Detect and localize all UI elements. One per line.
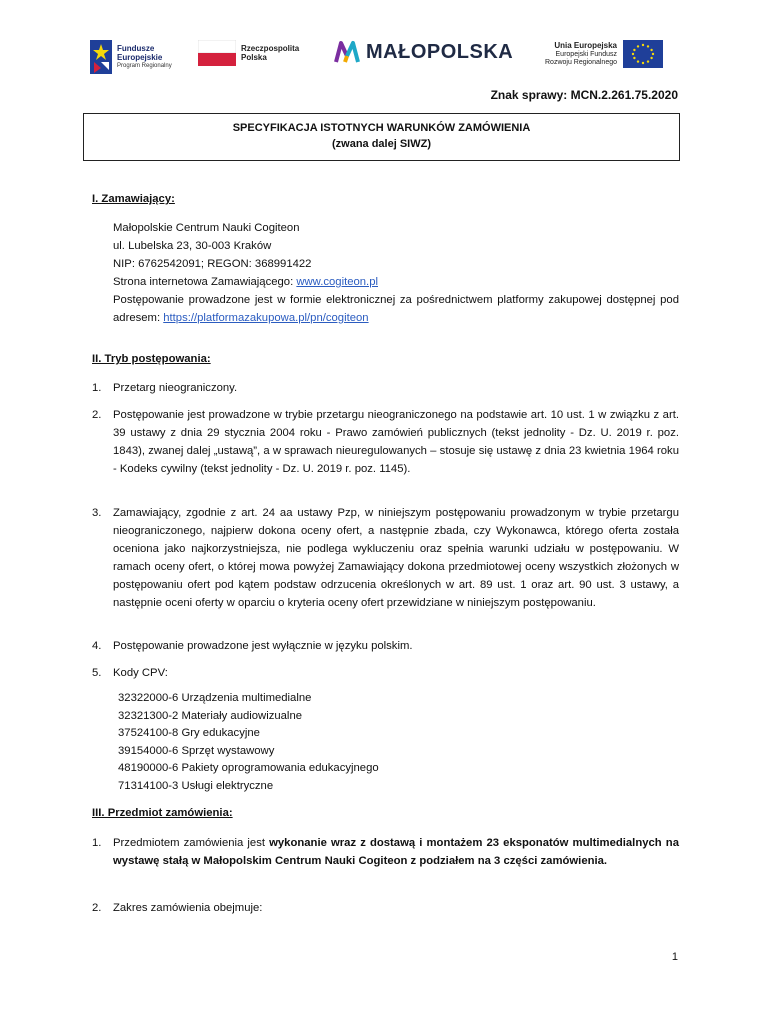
item-text: Zakres zamówienia obejmuje: bbox=[113, 902, 263, 914]
fundusze-europejskie-logo bbox=[90, 40, 172, 74]
item-number: 1. bbox=[92, 382, 102, 394]
cpv-code: 71314100-3 Usługi elektryczne bbox=[118, 779, 274, 792]
case-number: Znak sprawy: MCN.2.261.75.2020 bbox=[490, 88, 678, 102]
contracting-authority-block bbox=[113, 219, 679, 327]
ue-line1: Unia Europejska bbox=[554, 40, 617, 50]
item-number: 3. bbox=[92, 507, 102, 519]
logo-bar bbox=[90, 40, 670, 80]
list-item bbox=[92, 834, 679, 870]
item-number: 1. bbox=[92, 837, 102, 849]
item-text: Zamawiający, zgodnie z art. 24 aa ustawy Pzp, w niniejszym postępowaniu prowadzonym w trybie przetargu nieograniczonego, najpierw dokona oceny ofert, a następnie zbada, czy Wykonawca, którego oferta została oceniona jako najkorzystniejsza, nie podlega wykluczeniu oraz spełnia warunki udziału w postępowaniu. W ramach oceny ofert, o której mowa powyżej Zamawiający dokona przedmiotowej oceny wszystkich złożonych w postępowaniu ofert pod kątem podstaw odrzucenia określonych w art. 89 ust. 1 oraz art. 90 ust. 3 ustawy, a następnie oceni oferty w oparciu o kryteria oceny ofert przewidziane w niniejszym postępowaniu. bbox=[113, 507, 679, 609]
item-text: Postępowanie jest prowadzone w trybie przetargu nieograniczonego na podstawie art. 10 ust. 1 w związku z art. 39 ustawy z dnia 29 stycznia 2004 roku - Prawo zamówień publicznych (tekst jednolity - Dz. U. 2019 r. poz. 1843), zwanej dalej „ustawą”, a w sprawach nieuregulowanych – stosuje się ustawę z dnia 23 kwietnia 1964 roku - Kodeks cywilny (tekst jednolity - Dz. U. 2019 r. poz. 1145). bbox=[113, 409, 679, 475]
authority-website-row bbox=[113, 273, 679, 291]
ue-line2: Europejski Fundusz bbox=[555, 50, 617, 58]
polish-flag-icon bbox=[198, 40, 236, 66]
item-text: Kody CPV: bbox=[113, 667, 168, 679]
section1-heading: I. Zamawiający: bbox=[92, 193, 175, 205]
title-box bbox=[83, 113, 680, 161]
item-text-plain: Przedmiotem zamówienia jest bbox=[113, 837, 270, 849]
unia-europejska-logo bbox=[545, 40, 663, 68]
item-text: Postępowanie prowadzone jest wyłącznie w języku polskim. bbox=[113, 640, 413, 652]
list-item bbox=[92, 664, 679, 682]
section3-heading: III. Przedmiot zamówienia: bbox=[92, 807, 233, 819]
item-text: Przetarg nieograniczony. bbox=[113, 382, 238, 394]
authority-ids: NIP: 6762542091; REGON: 368991422 bbox=[113, 258, 312, 270]
malopolska-wordmark: MAŁOPOLSKA bbox=[366, 40, 514, 63]
item-text-bold: wykonanie wraz z dostawą i montażem 23 eksponatów multimedialnych na wystawę stałą w Małopolskim Centrum Nauki Cogiteon z podziałem na 3 części zamówienia. bbox=[113, 837, 679, 867]
list-item bbox=[92, 379, 679, 397]
item-number: 2. bbox=[92, 409, 102, 421]
fe-star-icon bbox=[90, 40, 112, 74]
ue-line3: Rozwoju Regionalnego bbox=[545, 58, 617, 66]
website-link[interactable]: www.cogiteon.pl bbox=[296, 276, 378, 288]
cpv-code: 32322000-6 Urządzenia multimedialne bbox=[118, 692, 312, 704]
list-item bbox=[92, 406, 679, 478]
fe-line2: Europejskie bbox=[117, 52, 163, 62]
list-item bbox=[92, 899, 679, 917]
item-number: 5. bbox=[92, 667, 102, 679]
malopolska-logo bbox=[334, 40, 513, 64]
doc-subtitle: (zwana dalej SIWZ) bbox=[331, 138, 431, 150]
platform-text-row bbox=[113, 291, 679, 327]
doc-title: SPECYFIKACJA ISTOTNYCH WARUNKÓW ZAMÓWIENIA bbox=[232, 122, 531, 134]
authority-name: Małopolskie Centrum Nauki Cogiteon bbox=[113, 222, 300, 234]
cpv-code: 48190000-6 Pakiety oprogramowania edukacyjnego bbox=[118, 762, 379, 774]
eu-flag-icon bbox=[623, 40, 663, 68]
cpv-code-list bbox=[118, 690, 379, 795]
cpv-code: 39154000-6 Sprzęt wystawowy bbox=[118, 744, 275, 757]
section2-heading: II. Tryb postępowania: bbox=[92, 353, 211, 365]
item-text bbox=[113, 834, 679, 870]
rzeczpospolita-logo bbox=[198, 40, 299, 66]
platform-text: Postępowanie prowadzone jest w formie elektronicznej za pośrednictwem platformy zakupowej dostępnej pod adresem: bbox=[113, 294, 679, 324]
list-item bbox=[92, 504, 679, 612]
website-label: Strona internetowa Zamawiającego: bbox=[113, 276, 297, 288]
item-number: 2. bbox=[92, 902, 102, 914]
malopolska-m-icon bbox=[334, 40, 360, 64]
cpv-code: 32321300-2 Materiały audiowizualne bbox=[118, 709, 303, 722]
fe-line3: Program Regionalny bbox=[117, 62, 172, 69]
authority-address: ul. Lubelska 23, 30-003 Kraków bbox=[113, 240, 272, 252]
rp-line1: Rzeczpospolita bbox=[241, 44, 300, 53]
rp-line2: Polska bbox=[241, 53, 267, 62]
page-number: 1 bbox=[671, 951, 678, 963]
list-item bbox=[92, 637, 679, 655]
item-number: 4. bbox=[92, 640, 102, 652]
fe-line1: Fundusze bbox=[117, 43, 155, 53]
cpv-code: 37524100-8 Gry edukacyjne bbox=[118, 727, 260, 739]
platform-link[interactable]: https://platformazakupowa.pl/pn/cogiteon bbox=[163, 312, 369, 324]
